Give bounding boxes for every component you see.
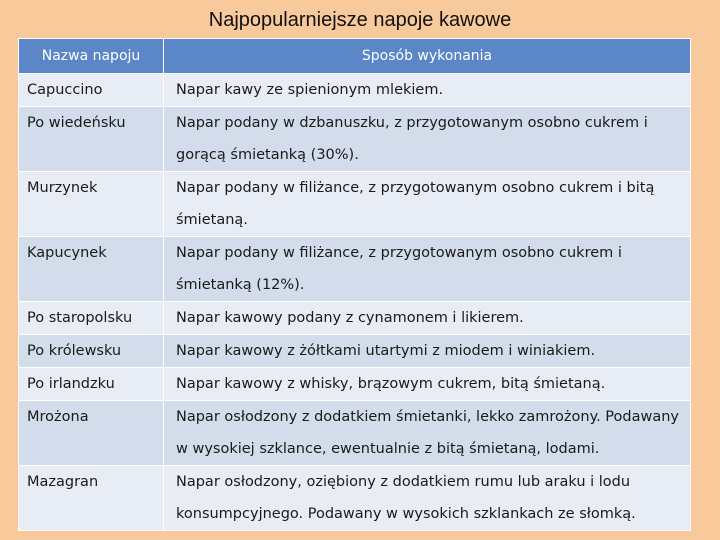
drink-method: Napar osłodzony, oziębiony z dodatkiem rumu lub araku i lodu konsumpcyjnego. Podawany w wysokich szklankach ze słomką. (164, 466, 691, 531)
table-row (19, 335, 691, 368)
drink-method: Napar podany w dzbanuszku, z przygotowanym osobno cukrem i gorącą śmietanką (30%). (164, 107, 691, 172)
drink-method: Napar kawowy z żółtkami utartymi z miodem i winiakiem. (164, 335, 691, 368)
drink-method: Napar kawowy podany z cynamonem i likierem. (164, 302, 691, 335)
header-method: Sposób wykonania (164, 39, 691, 74)
page-title: Najpopularniejsze napoje kawowe (208, 9, 512, 31)
table-row (19, 302, 691, 335)
drink-name: Po irlandzku (19, 368, 164, 401)
drink-method: Napar kawowy z whisky, brązowym cukrem, bitą śmietaną. (164, 368, 691, 401)
drink-name: Po staropolsku (19, 302, 164, 335)
drink-name: Capuccino (19, 74, 164, 107)
drink-method: Napar kawy ze spienionym mlekiem. (164, 74, 691, 107)
drink-name: Mrożona (19, 401, 164, 466)
table-row (19, 368, 691, 401)
drink-method: Napar osłodzony z dodatkiem śmietanki, lekko zamrożony. Podawany w wysokiej szklance, ewentualnie z bitą śmietaną, lodami. (164, 401, 691, 466)
table-row (19, 237, 691, 302)
drink-name: Kapucynek (19, 237, 164, 302)
coffee-table (18, 38, 691, 531)
drink-name: Po królewsku (19, 335, 164, 368)
table-row (19, 401, 691, 466)
table-row (19, 466, 691, 531)
drink-name: Po wiedeńsku (19, 107, 164, 172)
drink-name: Mazagran (19, 466, 164, 531)
header-name: Nazwa napoju (19, 39, 164, 74)
drink-method: Napar podany w filiżance, z przygotowanym osobno cukrem i śmietanką (12%). (164, 237, 691, 302)
table-row (19, 172, 691, 237)
table-header-row (19, 39, 691, 74)
drink-method: Napar podany w filiżance, z przygotowanym osobno cukrem i bitą śmietaną. (164, 172, 691, 237)
table-row (19, 74, 691, 107)
drink-name: Murzynek (19, 172, 164, 237)
table-row (19, 107, 691, 172)
